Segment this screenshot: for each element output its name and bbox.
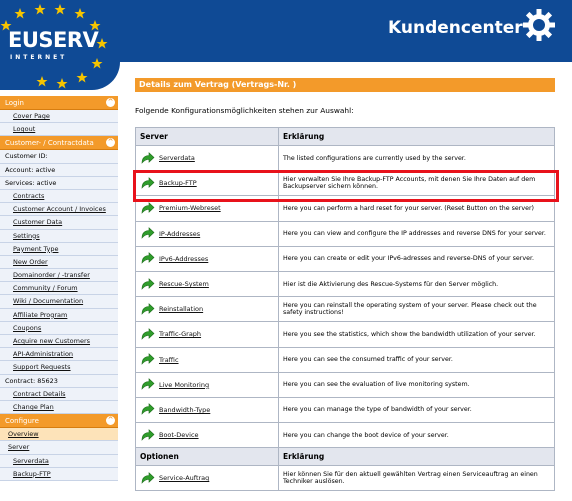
server-link-rescue-system[interactable]: [140, 278, 274, 291]
explanation-cell: Here you can change the boot device of your server.: [279, 423, 555, 448]
logo-text: EUSERV: [8, 28, 99, 52]
explanation-cell: Here you can view and configure the IP addresses and reverse DNS for your server.: [279, 221, 555, 246]
intro-text: Folgende Konfigurationsmöglichkeiten stehen zur Auswahl:: [135, 106, 354, 115]
sidebar-section-login[interactable]: [0, 96, 118, 110]
sidebar-item-contract-details[interactable]: Contract Details: [0, 388, 118, 401]
table-row: [136, 423, 555, 448]
explanation-cell: Here you can reinstall the operating system of your server. Please check out the safety instructions!: [279, 297, 555, 322]
server-link-label[interactable]: Bandwidth-Type: [159, 405, 211, 414]
server-link-label[interactable]: IPv6-Addresses: [159, 254, 209, 263]
server-link-label[interactable]: Reinstallation: [159, 305, 204, 314]
explanation-cell: The listed configurations are currently used by the server.: [279, 146, 555, 171]
table-row: [136, 397, 555, 422]
table-row: [136, 322, 555, 347]
sidebar-item-domainorder[interactable]: Domainorder / -transfer: [0, 269, 118, 282]
green-arrow-icon: [140, 378, 155, 391]
sidebar-item-cover-page[interactable]: Cover Page: [0, 110, 118, 123]
sidebar-item-overview[interactable]: Overview: [0, 428, 118, 441]
server-cell: [136, 347, 279, 372]
server-link-boot-device[interactable]: [140, 429, 274, 442]
sidebar-section-configure[interactable]: [0, 414, 118, 428]
logo-subtext: INTERNET: [10, 54, 68, 61]
sidebar-item-acquire-customers[interactable]: Acquire new Customers: [0, 335, 118, 348]
collapse-icon[interactable]: ^: [107, 98, 114, 106]
sidebar-item-coupons[interactable]: Coupons: [0, 322, 118, 335]
sidebar-item-payment-type[interactable]: Payment Type: [0, 243, 118, 256]
column-header-server: Server: [136, 128, 279, 146]
explanation-cell: Here you can see the consumed traffic of your server.: [279, 347, 555, 372]
green-arrow-icon: [140, 403, 155, 416]
sidebar-services-status: Services: active: [0, 177, 118, 190]
explanation-cell: Here you can perform a hard reset for your server. (Reset Button on the server): [279, 196, 555, 221]
sidebar-item-backup-ftp[interactable]: Backup-FTP: [0, 468, 118, 481]
server-cell: [136, 221, 279, 246]
sidebar-section-title: Login: [5, 99, 24, 107]
server-link-premium-webreset[interactable]: [140, 202, 274, 215]
sidebar-item-wiki[interactable]: Wiki / Documentation: [0, 295, 118, 308]
green-arrow-icon: [140, 202, 155, 215]
table-row: [136, 246, 555, 271]
table-row: [136, 221, 555, 246]
explanation-cell: Hier verwalten Sie Ihre Backup-FTP Accounts, mit denen Sie Ihre Daten auf dem Backupserver sichern können.: [279, 171, 555, 196]
explanation-cell: Hier ist die Aktivierung des Rescue-Systems für den Server möglich.: [279, 271, 555, 296]
server-link-service-auftrag[interactable]: [140, 472, 274, 485]
server-link-traffic-graph[interactable]: [140, 328, 274, 341]
green-arrow-icon: [140, 252, 155, 265]
sidebar-item-logout[interactable]: Logout: [0, 123, 118, 136]
sidebar-item-community[interactable]: Community / Forum: [0, 282, 118, 295]
server-cell: [136, 271, 279, 296]
explanation-cell: Hier können Sie für den aktuell gewählten Vertrag einen Serviceauftrag an einen Techniker auslösen.: [279, 466, 555, 491]
column-header-options: Optionen: [136, 448, 279, 466]
table-row: [136, 146, 555, 171]
green-arrow-icon: [140, 328, 155, 341]
sidebar-section-customer[interactable]: [0, 136, 118, 150]
server-cell: [136, 423, 279, 448]
server-link-label[interactable]: Rescue-System: [159, 280, 209, 289]
green-arrow-icon: [140, 353, 155, 366]
sidebar: [0, 96, 118, 501]
table-row: [136, 297, 555, 322]
brand-title: Kundencenter: [388, 18, 523, 38]
sidebar-item-customer-account[interactable]: Customer Account / Invoices: [0, 203, 118, 216]
column-header-explanation: Erklärung: [279, 448, 555, 466]
server-link-label[interactable]: Backup-FTP: [159, 179, 197, 188]
green-arrow-icon: [140, 152, 155, 165]
explanation-cell: Here you can manage the type of bandwidth of your server.: [279, 397, 555, 422]
server-link-live-monitoring[interactable]: [140, 378, 274, 391]
server-cell: [136, 466, 279, 491]
server-link-label[interactable]: Traffic: [159, 355, 179, 364]
sidebar-section-title: Customer- / Contractdata: [5, 139, 94, 148]
sidebar-item-settings[interactable]: Settings: [0, 230, 118, 243]
server-link-bandwidth-type[interactable]: [140, 403, 274, 416]
gear-icon: [522, 8, 556, 42]
green-arrow-icon: [140, 429, 155, 442]
green-arrow-icon: [140, 303, 155, 316]
sidebar-item-customer-data[interactable]: Customer Data: [0, 216, 118, 229]
table-row: [136, 466, 555, 491]
green-arrow-icon: [140, 472, 155, 485]
server-cell: [136, 246, 279, 271]
explanation-cell: Here you see the statistics, which show the bandwidth utilization of your server.: [279, 322, 555, 347]
server-cell: [136, 397, 279, 422]
sidebar-item-api-admin[interactable]: API-Administration: [0, 348, 118, 361]
sidebar-item-contracts[interactable]: Contracts: [0, 190, 118, 203]
server-link-ip-addresses[interactable]: [140, 227, 274, 240]
server-link-ipv6-addresses[interactable]: [140, 252, 274, 265]
collapse-icon[interactable]: ^: [107, 138, 114, 147]
sidebar-item-serverdata[interactable]: Serverdata: [0, 455, 118, 468]
server-link-label[interactable]: Service-Auftrag: [159, 474, 210, 483]
server-link-traffic[interactable]: [140, 353, 274, 366]
server-link-label[interactable]: Live Monitoring: [159, 380, 210, 389]
sidebar-item-affiliate[interactable]: Affiliate Program: [0, 309, 118, 322]
server-link-label[interactable]: Traffic-Graph: [159, 330, 202, 339]
server-link-label[interactable]: Serverdata: [159, 154, 195, 163]
green-arrow-icon: [140, 227, 155, 240]
sidebar-customer-id: Customer ID:: [0, 150, 118, 163]
table-row: [136, 372, 555, 397]
page-title: Details zum Vertrag (Vertrags-Nr. ): [135, 78, 555, 92]
server-link-label[interactable]: Boot-Device: [159, 431, 199, 440]
server-link-label[interactable]: Premium-Webreset: [159, 204, 221, 213]
sidebar-item-new-order[interactable]: New Order: [0, 256, 118, 269]
table-row: [136, 347, 555, 372]
main-content: [135, 78, 555, 491]
sidebar-contract-number: Contract: 85623: [0, 375, 118, 388]
explanation-cell: Here you can create or edit your IPv6-adresses and reverse-DNS of your server.: [279, 246, 555, 271]
server-cell: [136, 322, 279, 347]
server-cell: [136, 297, 279, 322]
sidebar-item-server[interactable]: Server: [0, 441, 118, 454]
server-cell: [136, 146, 279, 171]
page-header: [0, 0, 572, 90]
highlight-box: [133, 170, 559, 202]
green-arrow-icon: [140, 278, 155, 291]
table-header-row: [136, 448, 555, 466]
collapse-icon[interactable]: ^: [107, 416, 114, 425]
sidebar-section-title: Configure: [5, 417, 39, 426]
sidebar-account-status: Account: active: [0, 164, 118, 177]
server-cell: [136, 372, 279, 397]
sidebar-item-change-plan[interactable]: Change Plan: [0, 401, 118, 414]
column-header-explanation: Erklärung: [279, 128, 555, 146]
table-header-row: [136, 128, 555, 146]
table-row: [136, 271, 555, 296]
server-link-serverdata[interactable]: [140, 152, 274, 165]
explanation-cell: Here you can see the evaluation of live monitoring system.: [279, 372, 555, 397]
server-link-reinstallation[interactable]: [140, 303, 274, 316]
sidebar-item-support[interactable]: Support Requests: [0, 361, 118, 374]
server-link-label[interactable]: IP-Addresses: [159, 229, 201, 238]
